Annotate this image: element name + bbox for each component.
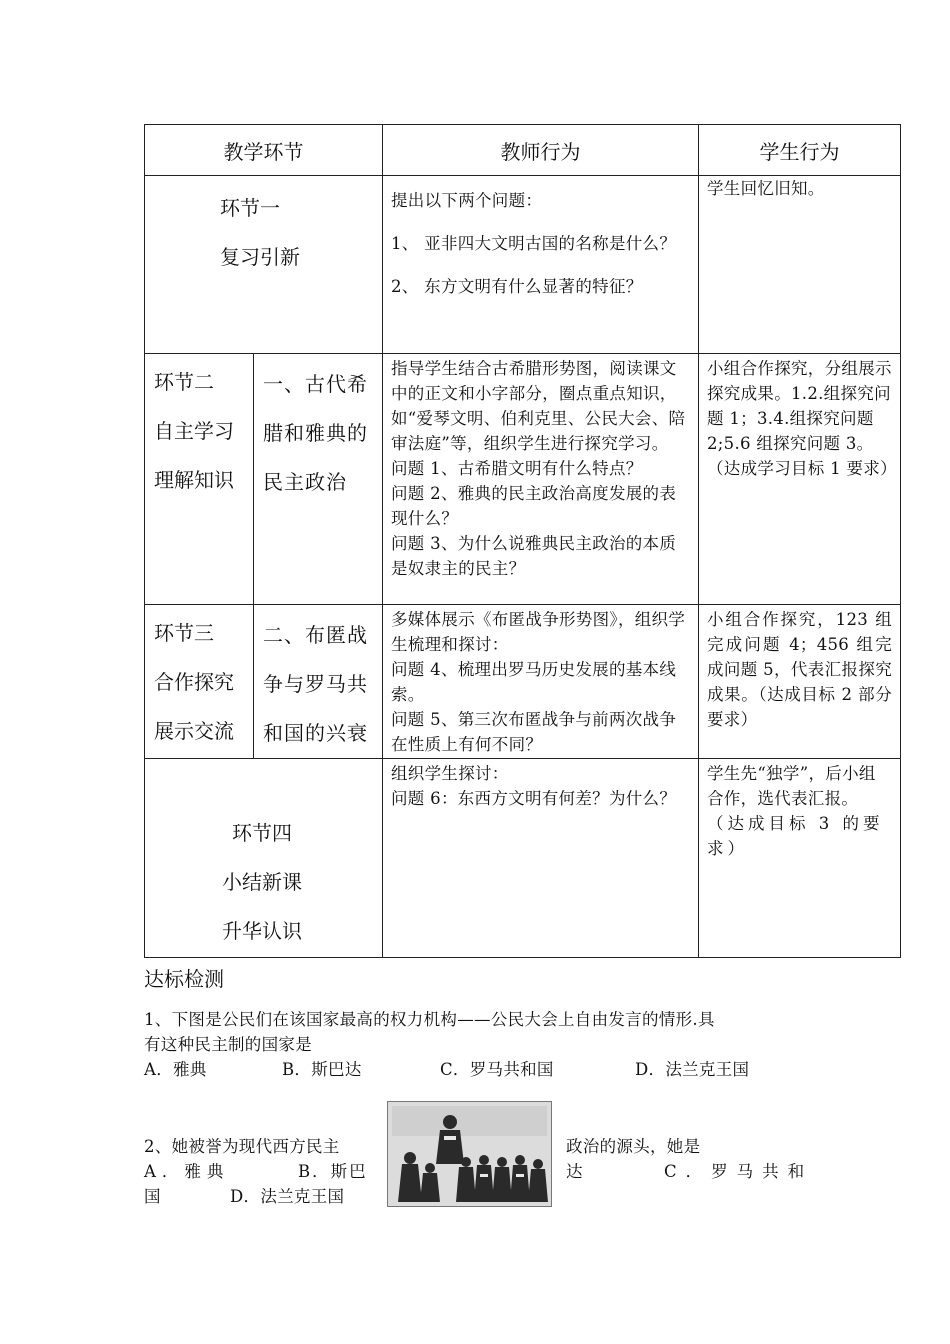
row1-student: 学生回忆旧知。 bbox=[707, 179, 825, 198]
row4-stage-line2: 小结新课 bbox=[222, 870, 302, 894]
row2-student-text: 小组合作探究，分组展示探究成果。1.2.组探究问题 1；3.4.组探究问题 2;5.6 组探究问题 3。 bbox=[707, 359, 892, 453]
q1-option-b: B．斯巴达 bbox=[282, 1060, 362, 1079]
q1-line2: 有这种民主制的国家是 bbox=[144, 1035, 312, 1054]
row4-teacher-cell bbox=[383, 759, 699, 958]
header-stage: 教学环节 bbox=[145, 125, 383, 176]
q1-line1: 1、下图是公民们在该国家最高的权力机构——公民大会上自由发言的情形.具 bbox=[144, 1010, 715, 1029]
row2-teacher-q1: 问题 1、古希腊文明有什么特点？ bbox=[391, 459, 643, 478]
row3-teacher-cell bbox=[383, 605, 699, 759]
assembly-illustration bbox=[387, 1101, 552, 1207]
row3-stage-line2: 合作探究 bbox=[154, 670, 234, 694]
row3-teacher-text: 多媒体展示《布匿战争形势图》，组织学生梳理和探讨： bbox=[391, 610, 686, 654]
q1-option-a: A．雅典 bbox=[144, 1060, 207, 1079]
row4-student-text: 学生先“独学”，后小组合作，选代表汇报。 bbox=[707, 764, 876, 808]
row3-stage-line1: 环节三 bbox=[154, 621, 214, 645]
row1-teacher-q2: 2、 东方文明有什么显著的特征？ bbox=[391, 277, 643, 296]
row2-stage-line2: 自主学习 bbox=[154, 419, 234, 443]
row3-student: 小组合作探究，123 组完成问题 4；456 组完成问题 5，代表汇报探究成果。（达成目标 2 部分要求） bbox=[707, 610, 892, 729]
row1-teacher-q1: 1、 亚非四大文明古国的名称是什么？ bbox=[391, 234, 677, 253]
q2-option-a: A．雅典 bbox=[144, 1162, 230, 1181]
q2-option-b-part2: 达 bbox=[566, 1162, 583, 1181]
row2-student-cell bbox=[699, 354, 901, 605]
lesson-table bbox=[144, 124, 901, 958]
row3-stage-line3: 展示交流 bbox=[154, 719, 234, 743]
row1-teacher-intro: 提出以下两个问题： bbox=[391, 191, 543, 210]
row2-teacher-q3: 问题 3、为什么说雅典民主政治的本质是奴隶主的民主？ bbox=[391, 534, 677, 578]
q2-option-b-part1: B．斯巴 bbox=[298, 1162, 368, 1181]
row4-stage-cell bbox=[145, 759, 383, 958]
row2-topic: 一、古代希腊和雅典的民主政治 bbox=[263, 372, 368, 494]
row2-stage-line1: 环节二 bbox=[154, 370, 214, 394]
row3-topic-cell bbox=[254, 605, 383, 759]
q2-option-c-part1: C．罗马共和 bbox=[664, 1162, 814, 1181]
q2-right-text: 政治的源头，她是 bbox=[566, 1137, 701, 1156]
row1-stage-cell bbox=[145, 176, 383, 354]
row2-topic-cell bbox=[254, 354, 383, 605]
row2-teacher-text: 指导学生结合古希腊形势图，阅读课文中的正文和小字部分，圈点重点知识，如“爱琴文明、伯利克里、公民大会、陪审法庭”等，组织学生进行探究学习。 bbox=[391, 359, 686, 453]
row2-stage-cell bbox=[145, 354, 254, 605]
row4-teacher-q6: 问题 6：东西方文明有何差？为什么？ bbox=[391, 789, 677, 808]
header-teacher: 教师行为 bbox=[383, 125, 699, 176]
row3-student-cell bbox=[699, 605, 901, 759]
q2-option-d: D．法兰克王国 bbox=[230, 1187, 345, 1206]
row3-topic: 二、布匿战争与罗马共和国的兴衰 bbox=[263, 623, 368, 745]
header-student: 学生行为 bbox=[699, 125, 901, 176]
q2-option-c-part2: 国 bbox=[144, 1187, 161, 1206]
q1-option-c: C．罗马共和国 bbox=[440, 1060, 554, 1079]
row4-stage-line3: 升华认识 bbox=[222, 919, 302, 943]
row1-stage-line1: 环节一 bbox=[220, 196, 280, 220]
row4-student-cell bbox=[699, 759, 901, 958]
q1-option-d: D．法兰克王国 bbox=[635, 1060, 750, 1079]
row1-student-cell bbox=[699, 176, 901, 354]
row2-teacher-cell bbox=[383, 354, 699, 605]
row1-teacher-cell bbox=[383, 176, 699, 354]
row4-student-goal: （达成目标 3 的要求） bbox=[707, 814, 884, 858]
row4-stage-line1: 环节四 bbox=[232, 821, 292, 845]
row3-stage-cell bbox=[145, 605, 254, 759]
q2-left-text: 2、她被誉为现代西方民主 bbox=[144, 1137, 340, 1156]
row1-stage-line2: 复习引新 bbox=[220, 245, 300, 269]
row2-teacher-q2: 问题 2、雅典的民主政治高度发展的表现什么？ bbox=[391, 484, 677, 528]
row2-stage-line3: 理解知识 bbox=[154, 468, 234, 492]
row3-teacher-q5: 问题 5、第三次布匿战争与前两次战争在性质上有何不同？ bbox=[391, 710, 677, 754]
row3-teacher-q4: 问题 4、梳理出罗马历史发展的基本线索。 bbox=[391, 660, 677, 704]
row2-student-goal: （达成学习目标 1 要求） bbox=[707, 459, 897, 478]
row4-teacher-text: 组织学生探讨： bbox=[391, 764, 509, 783]
assembly-illustration-icon bbox=[388, 1102, 551, 1206]
check-title: 达标检测 bbox=[144, 967, 224, 991]
